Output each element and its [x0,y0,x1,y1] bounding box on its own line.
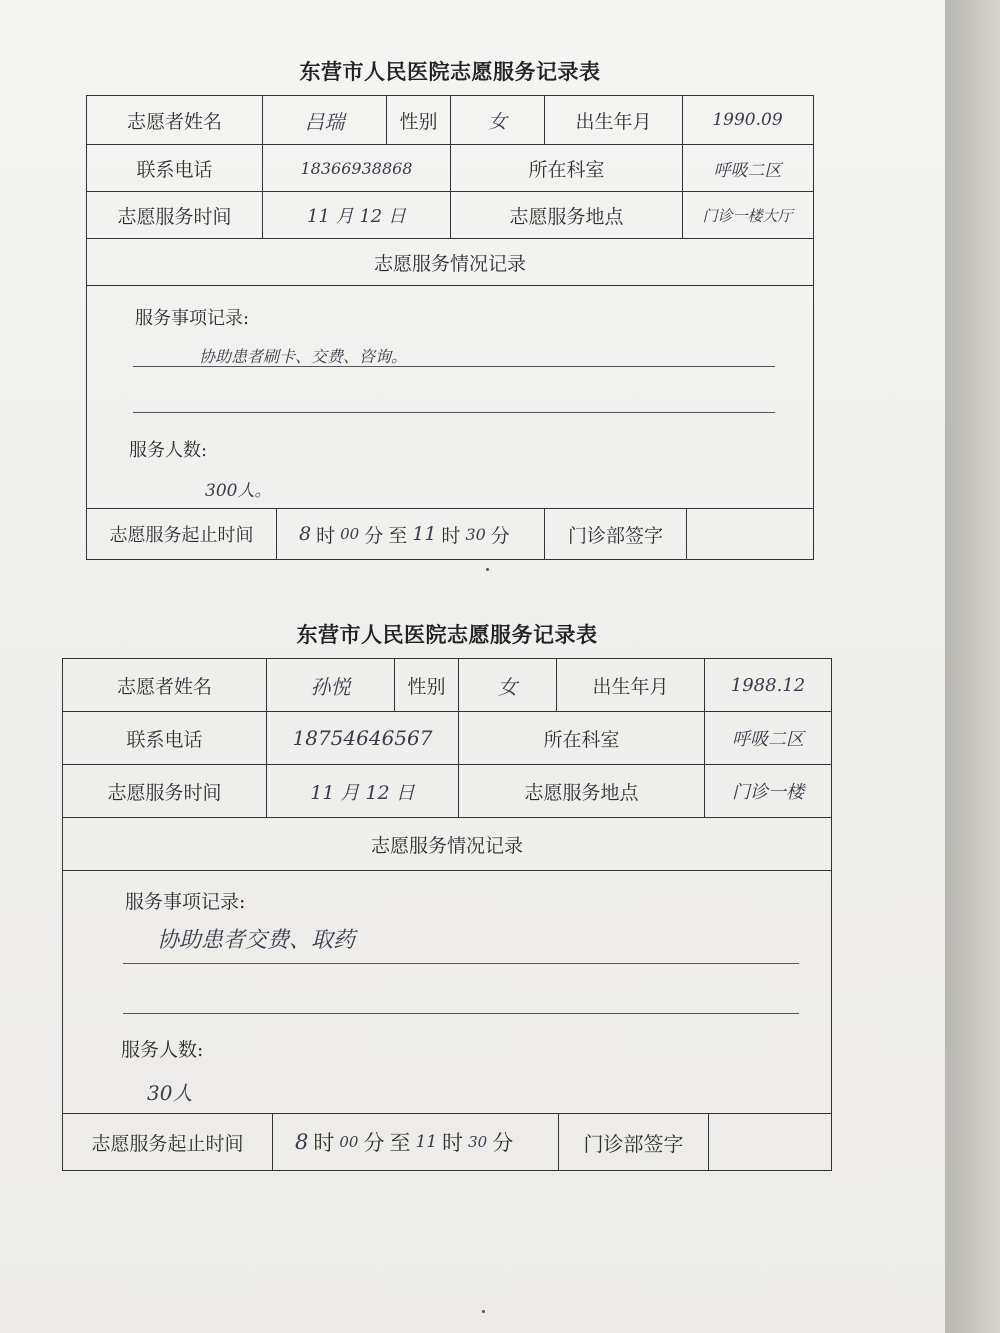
service-records [87,286,813,509]
start-end-row [63,1114,831,1170]
birth-label: 出生年月 [545,96,683,144]
to-text: 至 [388,524,408,547]
people-value: 30人 [147,1081,193,1105]
service-time-label: 志愿服务时间 [87,192,263,238]
sign-value [709,1114,829,1170]
end-minute: 30 [468,1133,488,1151]
items-value: 协助患者交费、取药 [157,928,356,953]
service-time-row [87,192,813,239]
phone-row [87,145,813,192]
start-end-label: 志愿服务起止时间 [63,1114,273,1170]
people-label: 服务人数: [129,440,208,461]
phone-value: 18754646567 [267,712,459,764]
phone-value: 18366938868 [263,145,451,191]
dept-label: 所在科室 [451,145,683,191]
birth-value: 1990.09 [712,110,783,130]
items-value: 协助患者刷卡、交费、咨询。 [199,347,408,366]
service-date-value: 11 月 12 日 [263,192,451,238]
phone-label: 联系电话 [63,712,267,764]
gender-label: 性别 [395,659,459,711]
ink-dot [486,568,489,571]
ink-dot [482,1310,485,1313]
hour-unit: 时 [316,524,336,547]
section-title: 志愿服务情况记录 [373,252,526,275]
items-label: 服务事项记录: [125,891,246,913]
service-place-value: 门诊一楼大厅 [702,206,793,225]
hour-unit: 时 [441,524,461,547]
minute-unit: 分 [364,524,384,547]
start-end-value [273,1114,559,1170]
to-text: 至 [389,1131,411,1155]
birth-value: 1988.12 [730,674,806,696]
record-line [133,412,775,413]
form-table [86,95,814,560]
record-line [123,1013,799,1014]
minute-unit: 分 [363,1131,385,1155]
volunteer-form-1 [86,55,814,560]
volunteer-form-2 [62,618,832,1171]
people-label: 服务人数: [121,1039,204,1061]
record-line [123,963,799,964]
minute-unit: 分 [492,1131,514,1155]
service-place-value: 门诊一楼 [732,782,804,803]
dept-value: 呼吸二区 [713,160,782,181]
section-title: 志愿服务情况记录 [370,834,523,857]
service-place-label: 志愿服务地点 [451,192,683,238]
dept-value: 呼吸二区 [732,729,804,750]
items-label: 服务事项记录: [135,308,250,329]
start-hour: 8 [299,523,312,545]
service-place-label: 志愿服务地点 [459,765,705,817]
form-table [62,658,832,1171]
service-records [63,871,831,1114]
form-title: 东营市人民医院志愿服务记录表 [299,59,601,84]
hour-unit: 时 [442,1131,464,1155]
gender-label: 性别 [387,96,451,144]
phone-row [63,712,831,765]
sign-label: 门诊部签字 [559,1114,709,1170]
people-value: 300人。 [205,481,272,501]
name-value: 孙悦 [267,659,395,711]
name-row [63,659,831,712]
start-end-label: 志愿服务起止时间 [87,509,277,559]
start-end-row [87,509,813,559]
end-hour: 11 [415,1132,438,1152]
gender-value: 女 [459,659,557,711]
background-edge [945,0,1000,1333]
sign-value [687,509,813,559]
hour-unit: 时 [313,1131,335,1155]
end-minute: 30 [465,524,486,544]
birth-label: 出生年月 [557,659,705,711]
service-time-row [63,765,831,818]
end-hour: 11 [412,523,437,545]
start-minute: 00 [340,525,360,543]
name-label: 志愿者姓名 [87,96,263,144]
gender-value: 女 [451,96,545,144]
record-line [133,366,775,367]
sign-label: 门诊部签字 [545,509,687,559]
name-value: 吕瑞 [263,96,387,144]
start-hour: 8 [295,1130,309,1154]
start-minute: 00 [339,1133,359,1151]
service-time-label: 志愿服务时间 [63,765,267,817]
minute-unit: 分 [490,524,510,547]
name-row [87,96,813,145]
phone-label: 联系电话 [87,145,263,191]
section-header [87,239,813,286]
start-end-value [277,509,545,559]
section-header [63,818,831,871]
form-title: 东营市人民医院志愿服务记录表 [296,622,598,647]
service-date-value: 11 月 12 日 [267,765,459,817]
name-label: 志愿者姓名 [63,659,267,711]
dept-label: 所在科室 [459,712,705,764]
